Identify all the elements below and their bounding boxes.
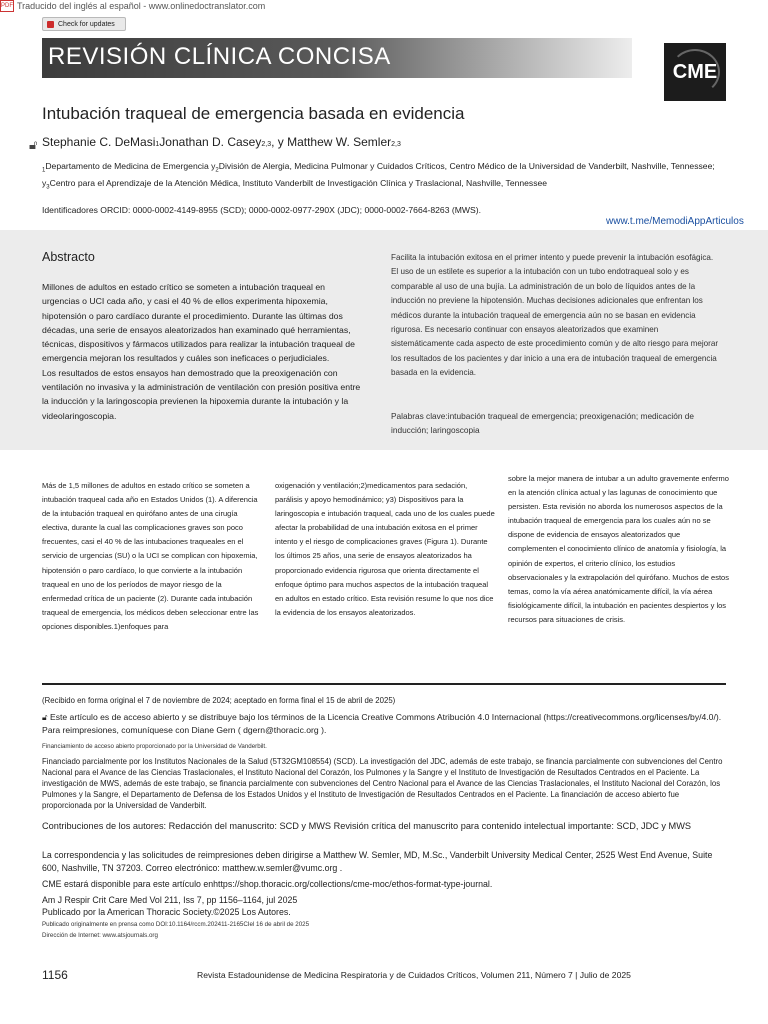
affiliations xyxy=(42,160,722,193)
abstract-heading: Abstracto xyxy=(42,250,95,264)
cme-logo xyxy=(664,43,726,101)
correspondence: La correspondencia y las solicitudes de reimpresiones deben dirigirse a Matthew W. Semler, MD, M.Sc., Vanderbilt University Medical Center, 2525 West End Avenue, Suite 600, Nashville, TN 37203. Correo electrónico: matthew.w.semler@vumc.org . xyxy=(42,850,713,873)
author-affil-mark: 2,3 xyxy=(261,141,272,148)
doi: Publicado originalmente en prensa como DOI:10.1164/rccm.202411-2165CIel 16 de abril de 2025 xyxy=(42,921,310,928)
page-number: 1156 xyxy=(42,968,68,982)
cme-availability: CME estará disponible para este artículo enhttps://shop.thoracic.org/collections/cme-moc/ethos-format-type-journal. xyxy=(42,879,493,889)
received-dates: (Recibido en forma original el 7 de noviembre de 2024; aceptado en forma final el 15 de abril de 2025) xyxy=(42,696,396,705)
affiliation: Centro para el Aprendizaje de la Atención Médica, Instituto Vanderbilt de Investigación Clínica y Traslacional, Nashville, Tennessee xyxy=(49,177,548,188)
affil-mark: 1 xyxy=(42,167,46,174)
author-affil-mark: 1 xyxy=(155,141,160,148)
pdf-icon: PDF xyxy=(0,0,14,12)
article-title: Intubación traqueal de emergencia basada en evidencia xyxy=(42,104,465,123)
internet-address: Dirección de Internet: www.atsjournals.org xyxy=(42,932,158,939)
abstract-paragraph: Millones de adultos en estado crítico se someten a intubación traqueal en urgencias o UCI cada año, y casi el 40 % de ellos experimenta hipoxemia, hipotensión o paro cardíaco durante el procedimiento. Durante las últimas dos décadas, una serie de ensayos aleatorizados han examinado qué herramientas, técnicas, dispositivos y fármacos utilizados para realizar la intubación traqueal de emergencia mejoran los resultados y cuáles son ineficaces o perjudiciales. xyxy=(42,282,355,364)
open-access-icon: 🔓︎ xyxy=(29,137,38,152)
translator-bar xyxy=(0,0,265,12)
funding-open-access: Financiamiento de acceso abierto proporcionado por la Universidad de Vanderbilt. xyxy=(42,743,267,750)
open-access-icon: 🔓︎ xyxy=(42,712,48,722)
author-contributions: Contribuciones de los autores: Redacción del manuscrito: SCD y MWS Revisión crítica del manuscrito para contenido intelectual importante: SCD, JDC y MWS xyxy=(42,821,692,831)
memodi-link[interactable]: www.t.me/MemodiAppArticulos xyxy=(606,216,744,227)
check-for-updates-button[interactable] xyxy=(42,17,126,31)
abstract-paragraph: Los resultados de estos ensayos han demostrado que la preoxigenación con ventilación no invasiva y la administración de ventilación con presión positiva entre la inducción y la laringoscopia previenen la hipoxemia durante la intubación y la videolaringoscopia. xyxy=(42,367,361,421)
body-column-2: oxigenación y ventilación;2)medicamentos para sedación, parálisis y apoyo hemodinámico; y3) Dispositivos para la laringoscopia e intubación traqueal, cada uno de los cuales puede afectar la probabilidad de una intubación exitosa en el primer intento y el riesgo de complicaciones graves (Figura 1). Durante los últimos 25 años, una serie de ensayos aleatorizados ha proporcionado evidencia rigurosa que orienta directamente el enfoque óptimo para muchos aspectos de la intubación traqueal en adultos en estado crítico. Esta revisión resume lo que nos dice la evidencia de los ensayos aleatorizados. xyxy=(275,481,495,617)
section-banner xyxy=(42,38,632,78)
footnote-divider xyxy=(42,683,726,685)
author-list xyxy=(42,135,401,149)
affiliation: Departamento de Medicina de Emergencia y xyxy=(45,161,216,171)
affil-mark: 2 xyxy=(215,167,219,174)
open-access-text: Este artículo es de acceso abierto y se distribuye bajo los términos de la Licencia Creative Commons Atribución 4.0 Internacional (https://creativecommons.org/licenses/by/4.0/). Para reimpresiones, comuníquese con Diane Gern ( dgern@thoracic.org ). xyxy=(42,712,722,735)
affil-mark: 3 xyxy=(46,184,50,191)
affiliation: División de Alergia, Medicina Pulmonar y Cuidados Críticos, Centro Médico de la Universidad de Vanderbilt, Nashville, Tennessee; y xyxy=(42,161,715,188)
banner-title: REVISIÓN CLÍNICA CONCISA xyxy=(48,43,391,70)
citation: Am J Respir Crit Care Med Vol 211, Iss 7, pp 1156–1164, jul 2025 xyxy=(42,895,298,905)
author-affil-mark: 2,3 xyxy=(391,141,401,148)
author-name: , y Matthew W. Semler xyxy=(271,135,392,149)
cme-logo-text: CME xyxy=(672,60,718,83)
cme-arc-icon xyxy=(670,49,720,95)
abstract-column-1 xyxy=(42,280,362,423)
keywords: Palabras clave:intubación traqueal de emergencia; preoxigenación; medicación de inducción; laringoscopia xyxy=(391,411,695,435)
author-name: Jonathan D. Casey xyxy=(159,135,262,149)
orcid-identifiers: Identificadores ORCID: 0000-0002-4149-8955 (SCD); 0000-0002-0977-290X (JDC); 0000-0002-7664-8263 (MWS). xyxy=(42,205,481,215)
author-name: Stephanie C. DeMasi xyxy=(42,135,156,149)
publisher: Publicado por la American Thoracic Society.©2025 Los Autores. xyxy=(42,907,291,917)
check-for-updates-label: Check for updates xyxy=(58,20,115,28)
journal-footer: Revista Estadounidense de Medicina Respiratoria y de Cuidados Críticos, Volumen 211, Número 7 | Julio de 2025 xyxy=(197,970,631,980)
funding-statement: Financiado parcialmente por los Institutos Nacionales de la Salud (5T32GM108554) (SCD). La investigación del JDC, además de este trabajo, se financia parcialmente con subvenciones del Centro Nacional para el Avance de las Ciencias Traslacionales, el Instituto Nacional del Corazón, los Pulmones y la Sangre y el Instituto de Investigación de Resultados Centrados en el Paciente. La investigación de MWS, además de este trabajo, se financia parcialmente con subvenciones del Centro Nacional para el Avance de las Ciencias Traslacionales, el Instituto Nacional del Corazón, los Pulmones y la Sangre, el Departamento de Defensa de los Estados Unidos y el Instituto de Investigación de Resultados Centrados en el Paciente. La financiación de acceso abierto fue proporcionada por la Universidad de Vanderbilt. xyxy=(42,757,723,810)
body-column-3: sobre la mejor manera de intubar a un adulto gravemente enfermo en la atención clínica actual y las lagunas de conocimiento que persisten. Esta revisión no aborda los numerosos aspectos de la intubación traqueal de emergencia para los cuales aún no se dispone de evidencia de ensayos aleatorizados que complementen el conocimiento clínico de anatomía y fisiología, la opinión de expertos, el criterio clínico, los estudios observacionales y la extrapolación del quirófano. Muchos de estos temas, como la vía aérea anatómicamente difícil, la vía aérea fisiológicamente difícil, la intubación en pacientes despiertos y los recursos para situaciones de crisis. xyxy=(508,474,729,624)
translator-notice: Traducido del inglés al español - www.onlinedoctranslator.com xyxy=(17,1,266,11)
abstract-column-2: Facilita la intubación exitosa en el primer intento y puede prevenir la intubación esofágica. El uso de un estilete es superior a la intubación con un tubo endotraqueal solo y es comparable al uso de una bujía. La administración de un bolo de líquidos antes de la inducción no previene la hipotensión. Muchas decisiones adicionales que enfrentan los médicos durante la intubación traqueal de emergencia aún no se basan en evidencia rigurosa. Es necesario continuar con ensayos aleatorizados que examinen sistemáticamente cada aspecto de este procedimiento común y de alto riesgo para mejorar los resultados de los pacientes y dar inicio a una era de intubación traqueal de emergencia basada en la evidencia. xyxy=(391,253,719,378)
body-column-1: Más de 1,5 millones de adultos en estado crítico se someten a intubación traqueal cada año en Estados Unidos (1). A diferencia de la intubación traqueal en quirófano antes de una cirugía electiva, durante la cual las complicaciones graves son poco frecuentes, casi el 40 % de las intubaciones traqueales en el servicio de urgencias (SU) o la UCI se complican con hipoxemia, hipotensión o paro cardíaco, lo que convierte a la intubación traqueal en uno de los períodos de mayor riesgo de la enfermedad crítica de un paciente (2). Durante cada intubación traqueal de emergencia, los médicos deben seleccionar entre las opciones disponibles.1)enfoques para xyxy=(42,481,259,631)
crossmark-icon xyxy=(47,21,54,28)
open-access-note xyxy=(42,711,726,736)
